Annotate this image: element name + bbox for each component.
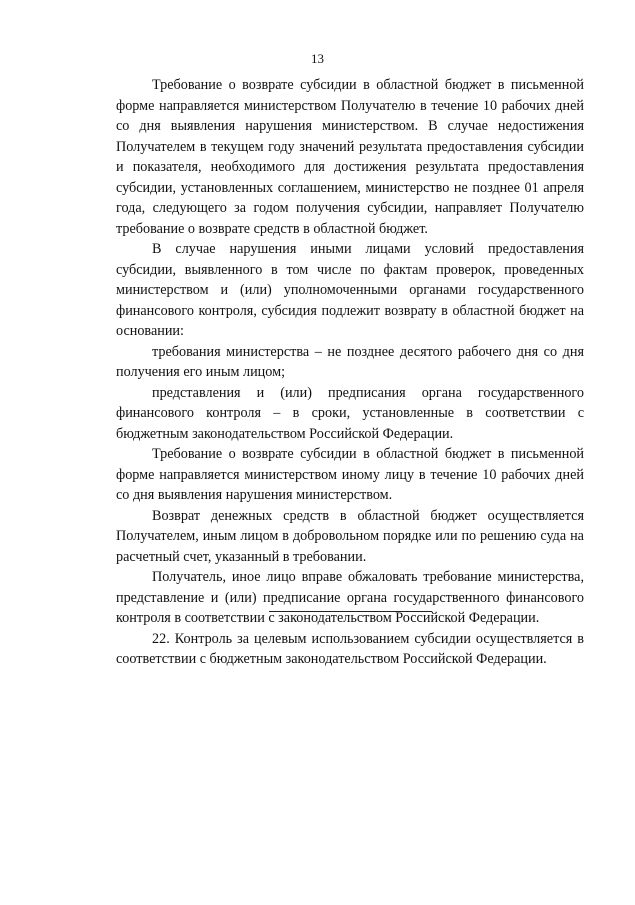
paragraph-refund-demand-other-person: Требование о возврате субсидии в областной бюджет в письменной форме направляется министерством иному лицу в течение 10 рабочих дней со дня выявления нарушения министерством. (116, 446, 584, 503)
document-body (116, 75, 584, 670)
paragraph-item-22-control: 22. Контроль за целевым использованием субсидии осуществляется в соответствии с бюджетным законодательством Российской Федерации. (116, 630, 584, 667)
paragraph-refund-demand-recipient: Требование о возврате субсидии в областной бюджет в письменной форме направляется министерством Получателю в течение 10 рабочих дней со дня выявления нарушения министерством. В случае недостижения Получателем в текущем году значений результата предоставления субсидии и показателя, необходимого для достижения результата предоставления субсидии, установленных соглашением, министерство не позднее 01 апреля года, следующего за годом получения субсидии, направляет Получателю требование о возврате средств в областной бюджет. (116, 77, 584, 237)
paragraph-refund-procedure: Возврат денежных средств в областной бюджет осуществляется Получателем, иным лицом в добровольном порядке или по решению суда на расчетный счет, указанный в требовании. (116, 507, 584, 565)
paragraph-ministry-demand: требования министерства – не позднее десятого рабочего дня со дня получения его иным лицом; (116, 343, 584, 380)
page-number: 13 (311, 51, 324, 66)
paragraph-appeal-right: Получатель, иное лицо вправе обжаловать требование министерства, представление и (или) предписание органа государственного финансового контроля в соответствии с законодательством Российской Федерации. (116, 569, 584, 626)
document-end-rule (269, 611, 432, 612)
paragraph-other-persons-violation: В случае нарушения иными лицами условий предоставления субсидии, выявленного в том числе по фактам проверок, проведенных министерством и (или) уполномоченными органами государственного финансового контроля, субсидия подлежит возврату в областной бюджет на основании: (116, 241, 584, 339)
paragraph-control-body-order: представления и (или) предписания органа государственного финансового контроля – в сроки, установленные в соответствии с бюджетным законодательством Российской Федерации. (116, 384, 584, 442)
